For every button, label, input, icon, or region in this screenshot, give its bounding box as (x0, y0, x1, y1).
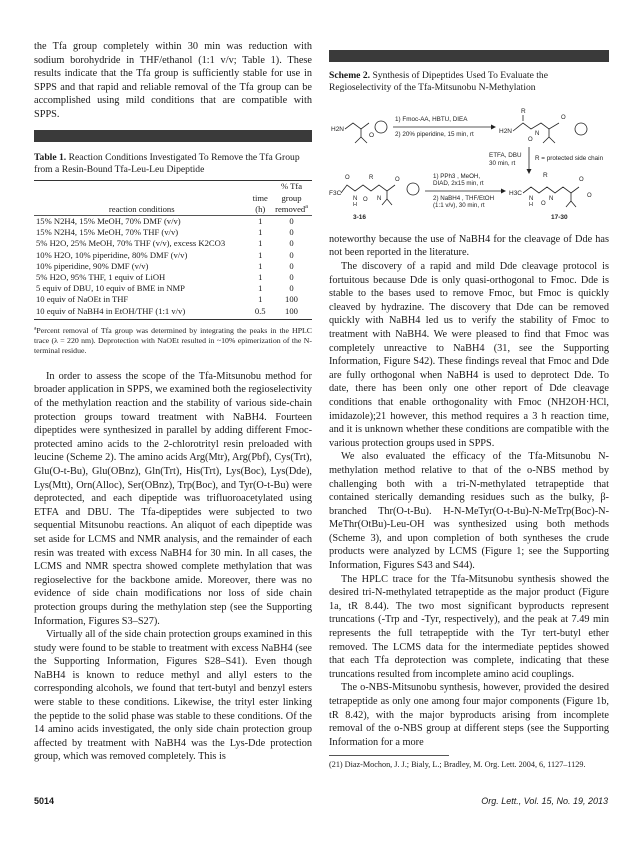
atom-o-7: O (541, 200, 546, 207)
scheme-caption (329, 70, 609, 95)
reference-21: (21) Diaz-Mochon, J. J.; Bialy, L.; Bradley, M. Org. Lett. 2004, 6, 1127–1129. (329, 760, 586, 770)
atom-r-2: R (369, 174, 374, 181)
step2b: 30 min, rt (489, 159, 516, 167)
scheme-header-bar (329, 50, 609, 62)
table-cell-cond: 10% H2O, 10% piperidine, 80% DMF (v/v) (36, 249, 188, 260)
step3c: 2) NaBH4 , THF/EtOH (433, 194, 495, 202)
atom-n-5: N (549, 195, 554, 202)
atom-n-3: N (377, 195, 382, 202)
step1a: 1) Fmoc-AA, HBTU, DIEA (395, 115, 468, 123)
table-header-bar (34, 130, 312, 142)
left-paragraph-3: Virtually all of the side chain protection groups examined in this study were found to be stable to treatment with excess NaBH4 (see the Supporting Information, Figures S28–S41). Even though NaBH4 is known to reduce methyl and allyl esters to the corresponding alcohols, we found that tert-butyl and benzyl esters were stable to these conditions. Likewise, the trityl ester linking the peptide to the solid phase was stable to these conditions. Of the 14 amino acids investigated, the only side chain protection group affected by treatment with NaBH4 was the Lys-Dde protection group, which was removed completely. This is (34, 629, 312, 763)
atom-h2n-1: H2N (331, 125, 345, 133)
atom-o-5: O (363, 196, 368, 203)
atom-h3c: H3C (509, 189, 523, 197)
table-cell-removed: 0 (289, 249, 294, 260)
atom-r-1: R (521, 107, 526, 115)
table-row (34, 306, 312, 317)
left-paragraph-2: In order to assess the scope of the Tfa-Mitsunobu method for broader application in SPPS, we examined both the regioselectivity of the methylation reaction and the stability of various side-chain protection groups toward treatment with NaBH4. Fourteen dipeptides were synthesized in parallel by adding different Fmoc-protected amino acids to the 2-chlorotrityl resin preloaded with leucine (Scheme 2). The amino acids Arg(Mtr), Arg(Pbf), Cys(Trt), Glu(O-t-Bu), Glu(OBnz), Gln(Trt), His(Trt), Lys(Boc), Lys(Dde), Lys(Mtt), Orn(Alloc), Ser(OBnz), Trp(Boc), and Tyr(O-t-Bu) were deprotected, and each dipeptide was trifluoroacetylated using ETFA and DBU. The Tfa-dipeptides were subjected to two sequential Mitsunobu reactions. An aliquot of each dipeptide was set aside for LCMS and NMR analysis, and the remainder of each resin was treated with excess NaBH4 for 30 min. In all cases, the LCMS and NMR spectra showed complete methylation that was regioselective for the backbone amide. Moreover, there was no evidence of side chain modifications nor loss of side chain protection groups during the methylation step (see the Supporting Information, Figures S3–S27). (34, 370, 312, 627)
header-tfa-bottom: removed (275, 203, 306, 214)
table-cell-time: 1 (258, 227, 263, 238)
atom-o-3: O (561, 114, 566, 121)
table-cell-cond: 5% H2O, 95% THF, 1 equiv of LiOH (36, 272, 166, 282)
resin-bead-2 (575, 123, 587, 135)
atom-o-6: O (395, 176, 400, 183)
table-cell-removed: 0 (289, 283, 294, 294)
atom-o-2: O (528, 136, 533, 143)
scheme-label: Scheme 2. (329, 70, 371, 81)
table-row (34, 227, 312, 238)
table-cell-time: 1 (258, 238, 263, 249)
table-row (34, 283, 312, 294)
compound-17-30: 17-30 (551, 213, 568, 221)
atom-o-9: O (587, 192, 592, 199)
scheme-2-graphic (329, 105, 609, 223)
table-caption (34, 152, 312, 177)
page-number: 5014 (34, 796, 55, 806)
step3d: (1:1 v/v), 30 min, rt (433, 201, 485, 209)
right-paragraph-3: We also evaluated the efficacy of the Tfa-Mitsunobu N-methylation method relative to that of the o-NBS method by challenging both with a tri-N-methylated tetrapeptide that contained sterically demanding residues such as the bulky, β-branched Thr(O-t-Bu). H-N-MeTyr(O-t-Bu)-N-MeTrp(Boc)-N-MeThr(OtBu)-Leu-OH was synthesized using both methods (Scheme 3), and upon completion of both syntheses the crude products were analyzed by LCMS (Figure 1; see the Supporting Information, Figures S43 and S44). (329, 451, 609, 572)
table-footnote: $^a$Percent removal of Tfa group was determined by integrating the peaks in the HPLC trace (λ = 220 nm). Deprotection with NaOEt resulted in ~10% epimerization of the N-terminal residue. (34, 325, 312, 355)
table-footnote-text: Percent removal of Tfa group was determined by integrating the peaks in the HPLC trace (λ = 220 nm). Deprotection with NaOEt resulted in ~10% epimerization of the N-terminal residue. (34, 325, 312, 355)
table-cell-time: 1 (258, 272, 263, 282)
atom-n-1: N (535, 130, 540, 137)
table-cell-cond: 15% N2H4, 15% MeOH, 70% THF (v/v) (36, 227, 179, 238)
step3b: DIAD, 2x15 min, rt (433, 179, 484, 187)
right-column (329, 40, 609, 771)
table-cell-cond: 10 equiv of NaOEt in THF (36, 294, 129, 305)
compound-3-16: 3-16 (353, 213, 367, 221)
table-cell-removed: 0 (289, 260, 294, 271)
table-cell-cond: 5 equiv of DBU, 10 equiv of BME in NMP (36, 283, 185, 294)
header-tfa-mid: group (281, 192, 302, 203)
table-body (34, 215, 312, 316)
atom-o-4: O (345, 174, 350, 181)
atom-h-2: H (529, 201, 533, 208)
header-tfa-top: % Tfa (280, 181, 303, 192)
table-cell-cond: 15% N2H4, 15% MeOH, 70% DMF (v/v) (36, 215, 181, 226)
table-row (34, 261, 312, 272)
atom-o-8: O (579, 176, 584, 183)
atom-r-3: R (543, 171, 548, 179)
table-row (34, 294, 312, 305)
atom-h-1: H (353, 201, 357, 208)
scheme-title: Synthesis of Dipeptides Used To Evaluate the Regioselectivity of the Tfa-Mitsunobu N-Methylation (329, 70, 548, 94)
step3a: 1) PPh3 , MeOH, (433, 172, 481, 180)
table-row (34, 272, 312, 283)
table-cell-time: 0.5 (254, 305, 266, 316)
table-cell-removed: 100 (285, 305, 298, 316)
table-cell-time: 1 (258, 294, 263, 305)
scheme-note: R = protected side chain (535, 154, 604, 162)
left-paragraph-1: the Tfa group completely within 30 min was reduction with sodium borohydride in THF/ethanol (1:1 v/v; Table 1). These results indicate that the Tfa group is sufficiently stable for use in SPPS and that rapid and reliable removal of the Tfa group can be accomplished using mild conditions that are compatible with SPPS. (34, 41, 312, 120)
reference-divider (329, 755, 449, 756)
table-row (34, 215, 312, 227)
right-paragraph-2: The discovery of a rapid and mild Dde cleavage protocol is fortuitous because Dde is only quasi-orthogonal to Fmoc. Dde is stable to the bases used to remove Fmoc, but Fmoc is quickly cleaved by hydrazine. The discovery that Dde can be removed quickly with NaBH4 led us to verify the stability of Fmoc to treatment with NaBH4. We were pleased to find that Fmoc was completely unreactive to NaBH4 (31, see the Supporting Information, Figure S42). These findings reveal that Fmoc and Dde are fully orthogonal when NaBH4 is used to deprotect Dde. To date, there has been only one other report of Dde cleavage conditions that enable orthogonality with Fmoc (NH2OH·HCl, imidazole);21 however, this method requires a 3 h reaction time, and it is unknown whether these conditions are compatible with the various protection groups used in SPPS. (329, 261, 609, 449)
right-paragraph-1: noteworthy because the use of NaBH4 for the cleavage of Dde has not been reported in the literature. (329, 233, 609, 259)
table-cell-cond: 5% H2O, 25% MeOH, 70% THF (v/v), excess K2CO3 (36, 238, 226, 249)
conditions-table: % Tfa time group reaction conditions (h) removed$^a$ 15% N2H4, 15% MeOH, 70% DMF (v/v) 1 0 15% N2H4, 15% MeOH, 70% THF (v/v) 1 0 5% H2O, 25% MeOH, 70% THF (v/v), excess K2CO3 1 0 10% H2O, 10% piperidine, 80% DMF (v/v) 1 0 10% piperidine, 90% DMF (v/v) 1 0 5% H2O, 95% THF, 1 equiv of LiOH 1 0 5 equiv of DBU, 10 equiv of BME in NMP 1 0 10 equiv of NaOEt in THF 1 100 10 equiv of NaBH4 in EtOH/THF (1:1 v/v) 0.5 100 (34, 180, 312, 316)
resin-bead-1 (375, 121, 387, 133)
table-cell-time: 1 (258, 215, 263, 226)
table-cell-removed: 0 (289, 272, 294, 282)
table-caption-text: Reaction Conditions Investigated To Remove the Tfa Group from a Resin-Bound Tfa-Leu-Leu Dipeptide (34, 151, 300, 175)
table-cell-removed: 0 (289, 215, 294, 226)
table-caption-label: Table 1. (34, 151, 67, 163)
right-paragraph-4: The HPLC trace for the Tfa-Mitsunobu synthesis showed the desired tri-N-methylated tetrapeptide as the major product (Figure 1a, tR 8.44). The two most significant byproducts represent truncations (-Trp and -Tyr, respectively), and the peak at 7.49 min represents the full tetrapeptide with the Tyr tert-butyl ether removed. The LCMS data for the intermediate peptides showed that each Tfa deprotection was complete, indicating that these truncations resulted from incomplete amino acid couplings. (329, 573, 609, 680)
scheme-2-svg (329, 105, 609, 223)
table-cell-time: 1 (258, 249, 263, 260)
table-cell-time: 1 (258, 283, 263, 294)
table-cell-removed: 0 (289, 238, 294, 249)
journal-citation: Org. Lett., Vol. 15, No. 19, 2013 (481, 796, 608, 806)
table-row (34, 250, 312, 261)
header-time-top: time (252, 192, 268, 203)
atom-n-4: N (529, 195, 534, 202)
table-row (34, 238, 312, 249)
step1b: 2) 20% piperidine, 15 min, rt (395, 130, 474, 138)
resin-bead-3 (407, 183, 419, 195)
left-column (34, 40, 312, 764)
table-cell-cond: 10 equiv of NaBH4 in EtOH/THF (1:1 v/v) (36, 305, 186, 316)
step2a: ETFA, DBU (489, 151, 522, 159)
table-cell-removed: 0 (289, 227, 294, 238)
atom-n-2: N (353, 195, 358, 202)
atom-o-1: O (369, 131, 375, 139)
atom-h2n-2: H2N (499, 127, 513, 135)
header-conditions: reaction conditions (108, 203, 175, 214)
atom-f3c: F3C (329, 189, 342, 197)
right-paragraph-5: The o-NBS-Mitsunobu synthesis, however, provided the desired tetrapeptide as only one among four major components (Figure 1b, tR 8.42), with the major byproducts arising from incomplete removal of the o-NBS group at different steps (see the Supporting Information for a more (329, 682, 609, 748)
table-cell-removed: 100 (285, 294, 298, 305)
table-cell-cond: 10% piperidine, 90% DMF (v/v) (36, 260, 149, 271)
header-time-bottom: (h) (255, 203, 266, 214)
table-cell-time: 1 (258, 260, 263, 271)
